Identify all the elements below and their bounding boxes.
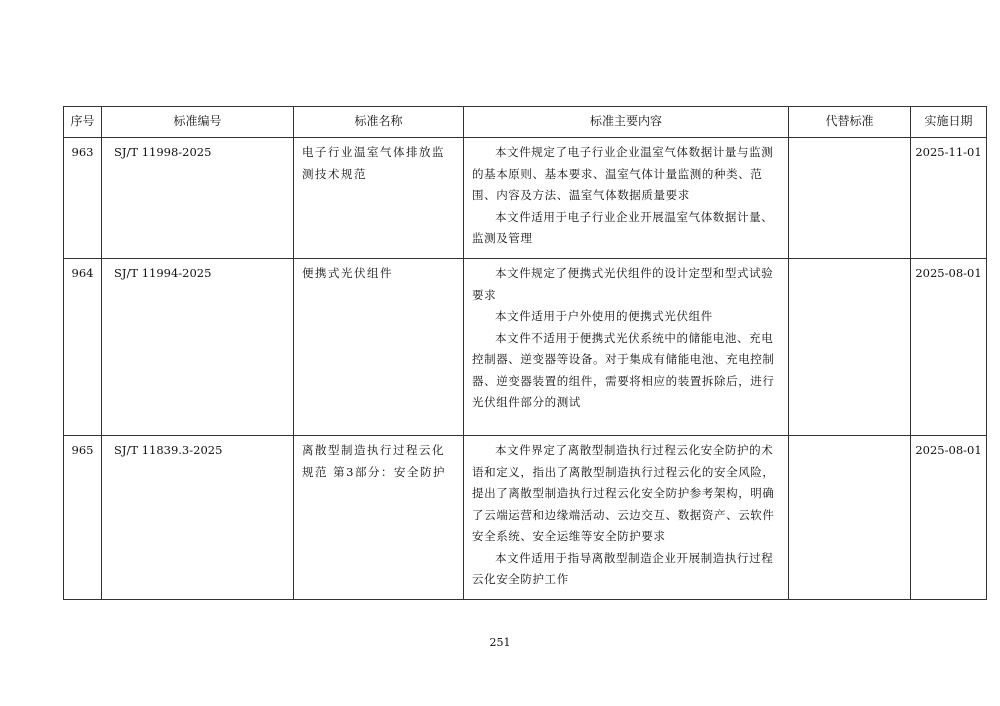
cell-replace xyxy=(789,436,911,600)
content-paragraph: 本文件界定了离散型制造执行过程云化安全防护的术语和定义，指出了离散型制造执行过程云化的安全风险，提出了离散型制造执行过程云化安全防护参考架构，明确了云端运营和边缘端活动、云边交互、数据资产、云软件安全系统、安全运维等安全防护要求 xyxy=(472,443,775,543)
cell-seq: 964 xyxy=(64,259,102,436)
content-paragraph: 本文件适用于户外使用的便携式光伏组件 xyxy=(495,309,713,323)
cell-seq: 963 xyxy=(64,138,102,259)
cell-code: SJ/T 11998-2025 xyxy=(102,138,294,259)
cell-code: SJ/T 11994-2025 xyxy=(102,259,294,436)
cell-content xyxy=(464,259,789,436)
header-name: 标准名称 xyxy=(294,107,464,138)
cell-name: 离散型制造执行过程云化规范 第3部分：安全防护 xyxy=(294,436,464,600)
cell-date: 2025-08-01 xyxy=(911,436,987,600)
content-paragraph: 本文件适用于电子行业企业开展温室气体数据计量、监测及管理 xyxy=(472,209,774,245)
cell-name: 便携式光伏组件 xyxy=(294,259,464,436)
header-content: 标准主要内容 xyxy=(464,107,789,138)
table-row xyxy=(64,436,987,600)
cell-date: 2025-08-01 xyxy=(911,259,987,436)
cell-code: SJ/T 11839.3-2025 xyxy=(102,436,294,600)
content-paragraph: 本文件规定了便携式光伏组件的设计定型和型式试验要求 xyxy=(472,266,774,302)
cell-content xyxy=(464,436,789,600)
header-seq: 序号 xyxy=(64,107,102,138)
cell-date: 2025-11-01 xyxy=(911,138,987,259)
header-replace: 代替标准 xyxy=(789,107,911,138)
page-number: 251 xyxy=(489,636,511,649)
standards-table xyxy=(63,106,987,600)
table-row xyxy=(64,259,987,436)
content-paragraph: 本文件规定了电子行业企业温室气体数据计量与监测的基本原则、基本要求、温室气体计量监测的种类、范围、内容及方法、温室气体数据质量要求 xyxy=(472,145,774,202)
cell-content xyxy=(464,138,789,259)
header-date: 实施日期 xyxy=(911,107,987,138)
content-paragraph: 本文件适用于指导离散型制造企业开展制造执行过程云化安全防护工作 xyxy=(472,550,774,586)
cell-replace xyxy=(789,138,911,259)
cell-name: 电子行业温室气体排放监测技术规范 xyxy=(294,138,464,259)
header-code: 标准编号 xyxy=(102,107,294,138)
cell-replace xyxy=(789,259,911,436)
cell-seq: 965 xyxy=(64,436,102,600)
table-header-row xyxy=(64,107,987,138)
table-row xyxy=(64,138,987,259)
content-paragraph: 本文件不适用于便携式光伏系统中的储能电池、充电控制器、逆变器等设备。对于集成有储能电池、充电控制器、逆变器装置的组件，需要将相应的装置拆除后，进行光伏组件部分的测试 xyxy=(472,330,775,409)
